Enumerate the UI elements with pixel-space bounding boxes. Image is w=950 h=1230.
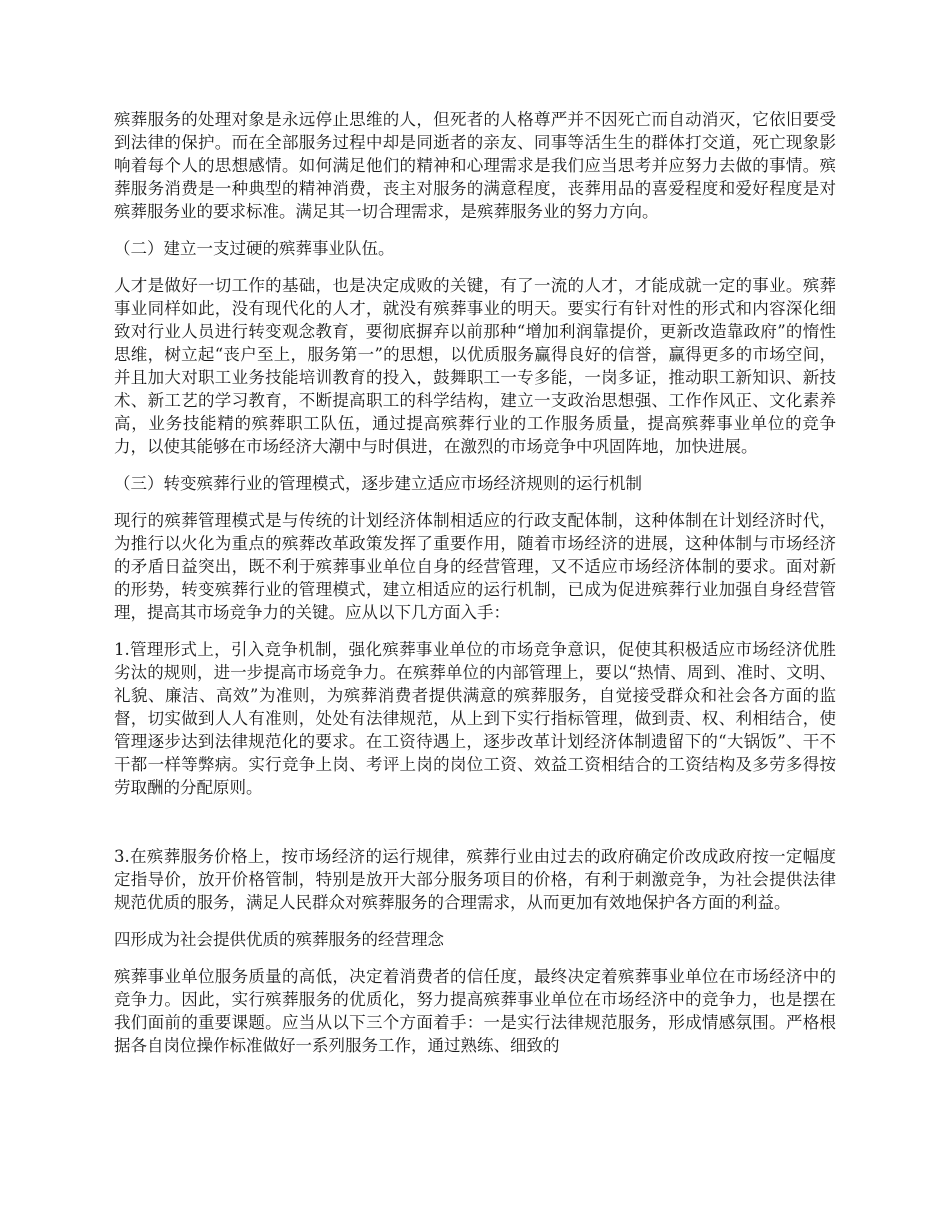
paragraph-management-mode: 现行的殡葬管理模式是与传统的计划经济体制相适应的行政支配体制，这种体制在计划经济时代，为推行以火化为重点的殡葬改革政策发挥了重要作用，随着市场经济的进展，这种体制与市场经济的矛盾日益突出，既不利于殡葬事业单位自身的经营管理，又不适应市场经济体制的要求。面对新的形势，转变殡葬行业的管理模式，建立相适应的运行机制，已成为促进殡葬行业加强自身经营管理，提高其市场竞争力的关键。应从以下几方面入手： (114, 511, 836, 622)
paragraph-item-3: 3.在殡葬服务价格上，按市场经济的运行规律，殡葬行业由过去的政府确定价改成政府按一定幅度定指导价，放开价格管制，特别是放开大部分服务项目的价格，有利于刺激竞争，为社会提供法律规范优质的服务，满足人民群众对殡葬服务的合理需求，从而更加有效地保护各方面的利益。 (114, 847, 836, 912)
paragraph-service-quality: 殡葬事业单位服务质量的高低，决定着消费者的信任度，最终决定着殡葬事业单位在市场经济中的竞争力。因此，实行殡葬服务的优质化，努力提高殡葬事业单位在市场经济中的竞争力，也是摆在我们面前的重要课题。应当从以下三个方面着手：一是实行法律规范服务，形成情感氛围。严格根据各自岗位操作标准做好一系列服务工作，通过熟练、细致的 (114, 967, 836, 1055)
section-heading-4: 四形成为社会提供优质的殡葬服务的经营理念 (114, 930, 444, 949)
paragraph-item-1: 1.管理形式上，引入竞争机制，强化殡葬事业单位的市场竞争意识，促使其积极适应市场经济优胜劣汰的规则，进一步提高市场竞争力。在殡葬单位的内部管理上，要以“热情、周到、准时、文明、礼貌、廉洁、高效”为准则，为殡葬消费者提供满意的殡葬服务，自觉接受群众和社会各方面的监督，切实做到人人有准则，处处有法律规范，从上到下实行指标管理，做到责、权、利相结合，使管理逐步达到法律规范化的要求。在工资待遇上，逐步改革计划经济体制遗留下的“大锅饭”、干不干都一样等弊病。实行竞争上岗、考评上岗的岗位工资、效益工资相结合的工资结构及多劳多得按劳取酬的分配原则。 (114, 640, 836, 797)
section-heading-3: （三）转变殡葬行业的管理模式，逐步建立适应市场经济规则的运行机制 (114, 474, 642, 493)
paragraph-talent: 人才是做好一切工作的基础，也是决定成败的关键，有了一流的人才，才能成就一定的事业。殡葬事业同样如此，没有现代化的人才，就没有殡葬事业的明天。要实行有针对性的形式和内容深化细致对行业人员进行转变观念教育，要彻底摒弃以前那种“增加利润靠提价，更新改造靠政府”的惰性思维，树立起“丧户至上，服务第一”的思想，以优质服务赢得良好的信誉，赢得更多的市场空间，并且加大对职工业务技能培训教育的投入，鼓舞职工一专多能，一岗多证，推动职工新知识、新技术、新工艺的学习教育，不断提高职工的科学结构，建立一支政治思想强、工作作风正、文化素养高，业务技能精的殡葬职工队伍，通过提高殡葬行业的工作服务质量，提高殡葬事业单位的竞争力，以使其能够在市场经济大潮中与时俱进，在激烈的市场竞争中巩固阵地，加快进展。 (114, 276, 836, 456)
blank-gap (114, 813, 836, 845)
section-heading-2: （二）建立一支过硬的殡葬事业队伍。 (114, 239, 395, 258)
paragraph-intro: 殡葬服务的处理对象是永远停止思维的人，但死者的人格尊严并不因死亡而自动消灭，它依旧要受到法律的保护。而在全部服务过程中却是同逝者的亲友、同事等活生生的群体打交道，死亡现象影响着每个人的思想感情。如何满足他们的精神和心理需求是我们应当思考并应努力去做的事情。殡葬服务消费是一种典型的精神消费，丧主对服务的满意程度，丧葬用品的喜爱程度和爱好程度是对殡葬服务业的要求标准。满足其一切合理需求，是殡葬服务业的努力方向。 (114, 110, 836, 221)
